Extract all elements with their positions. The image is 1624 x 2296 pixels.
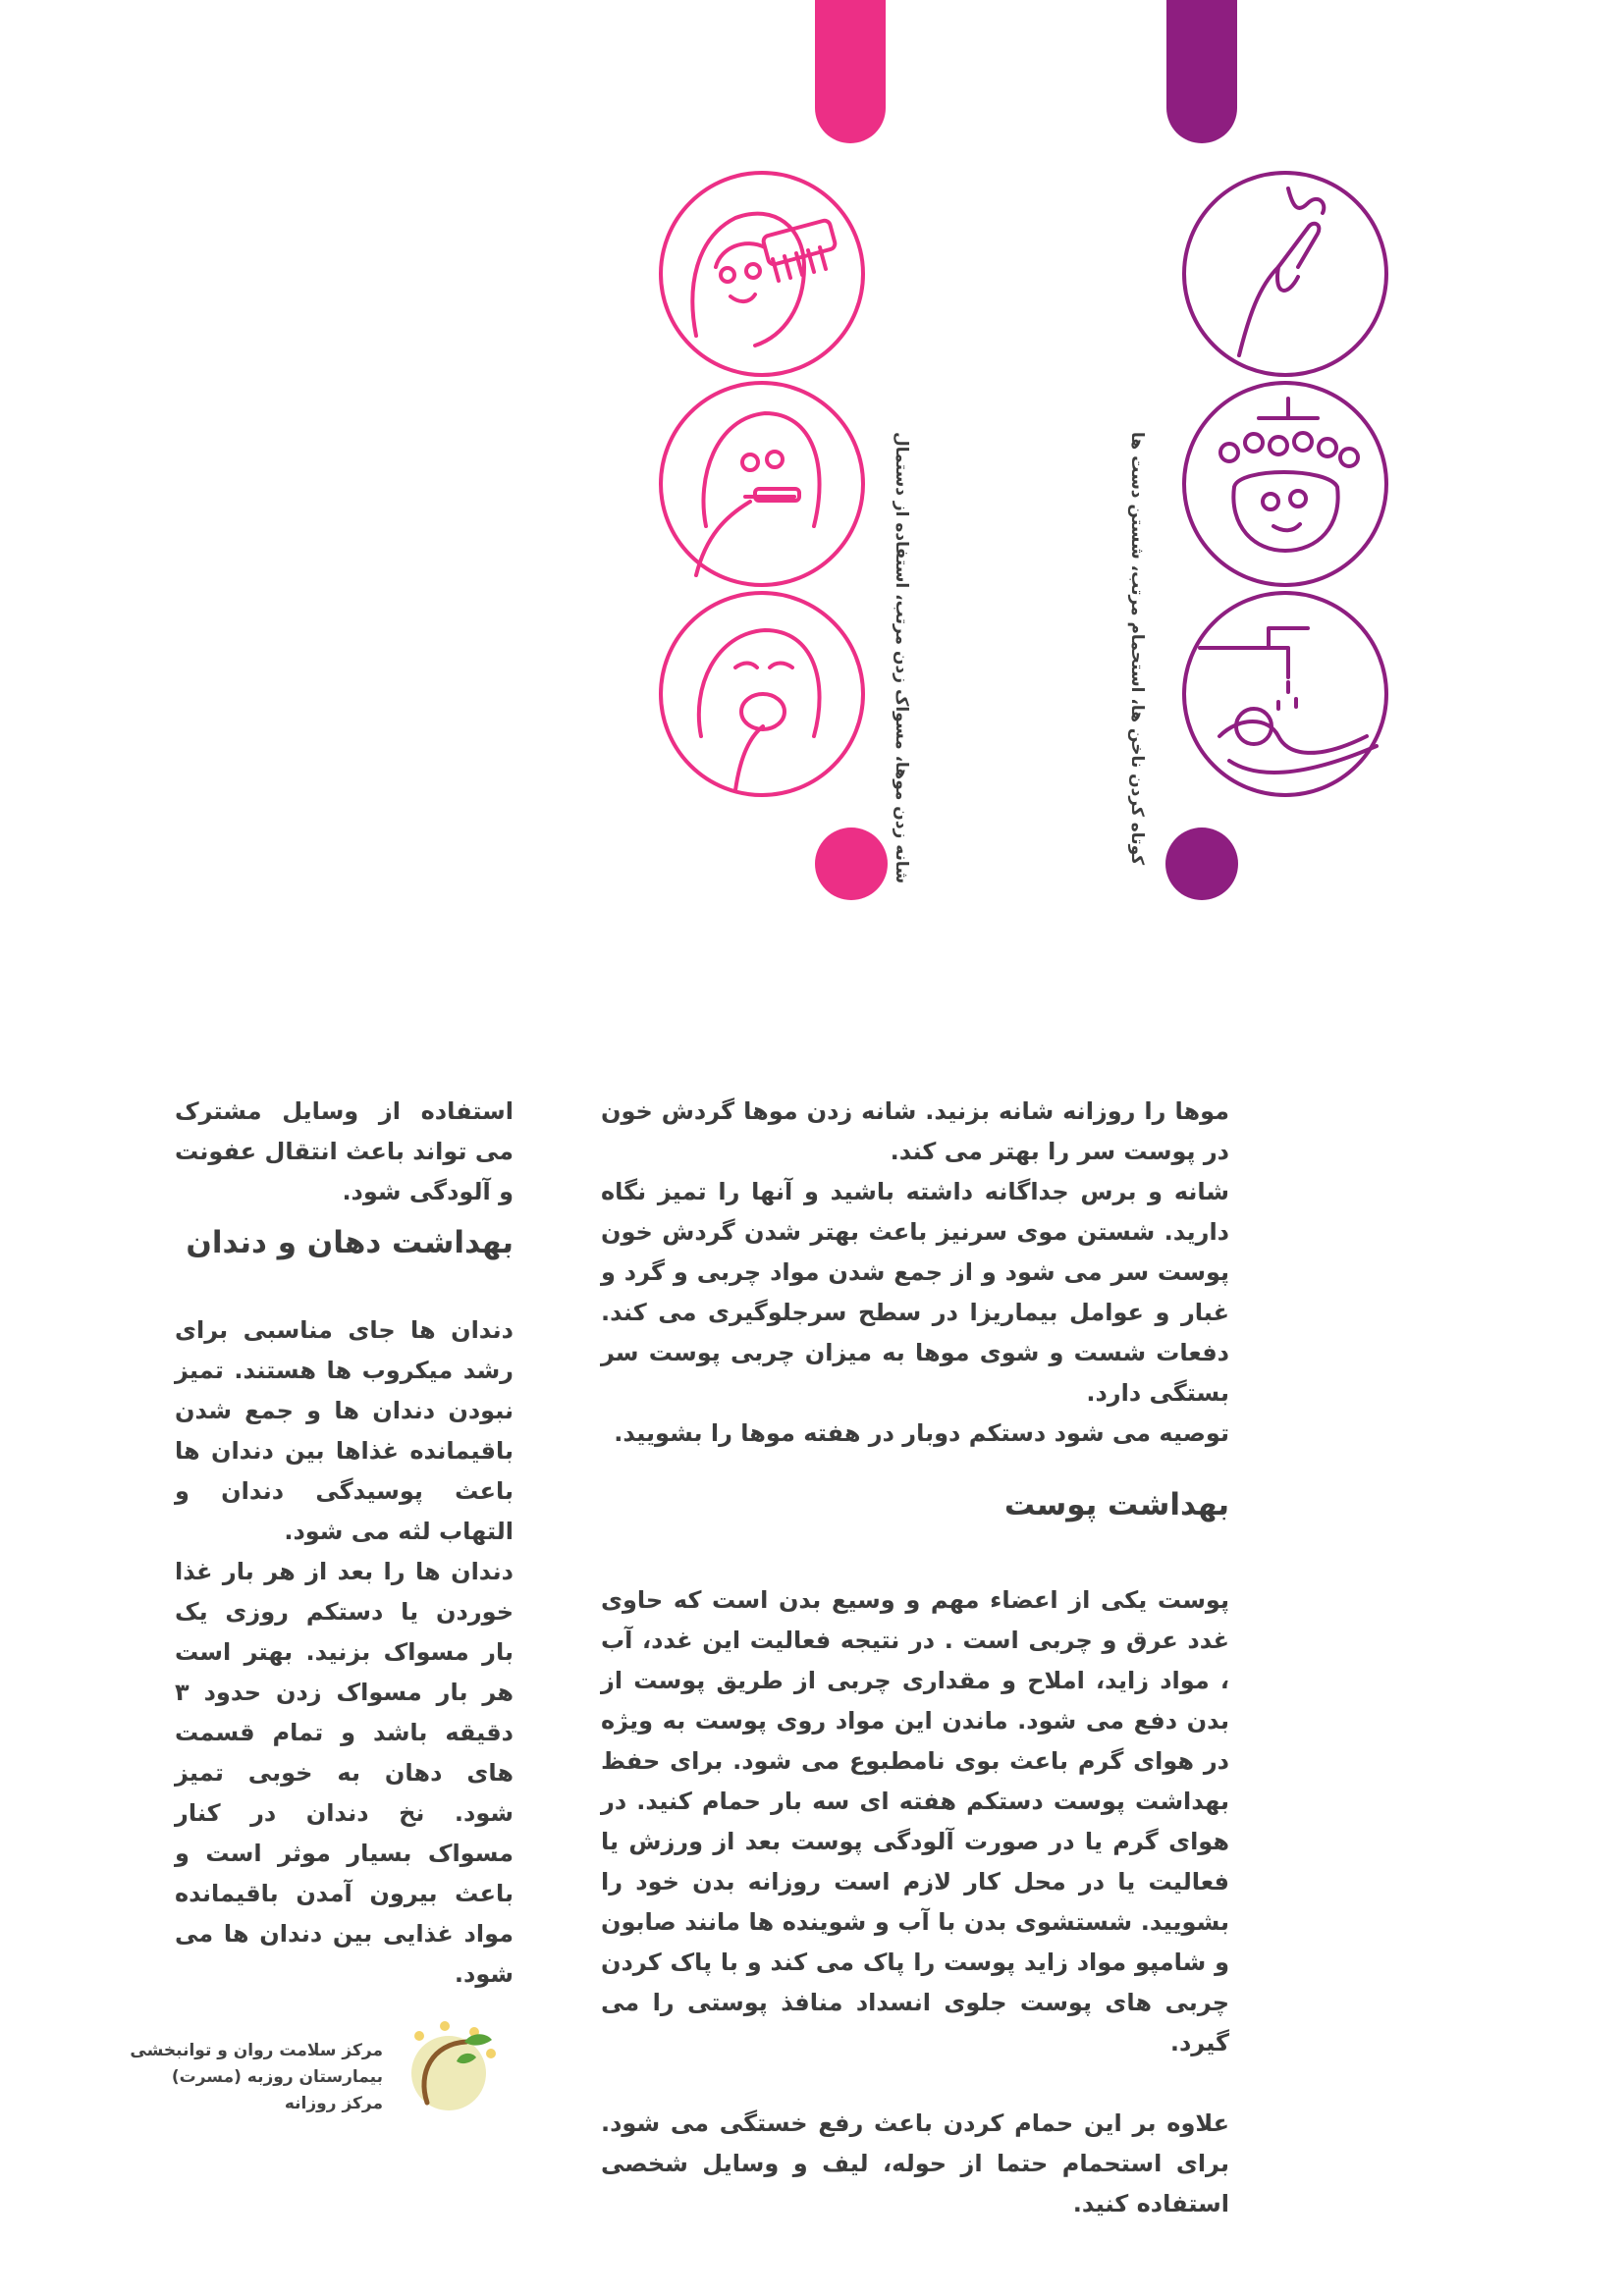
- skin-paragraph: پوست یکی از اعضاء مهم و وسیع بدن است که حاوی غدد عرق و چربی است . در نتیجه فعالیت این غدد، آب ، مواد زاید، املاح و مقداری چربی از طریق پوست از بدن دفع می شود. ماندن این مواد روی پوست به ویژه در هوای گرم باعث بوی نامطبوع می شود. برای حفظ بهداشت پوست دستکم هفته ای سه بار حمام کنید. در هوای گرم یا در صورت آلودگی پوست بعد از ورزش یا فعالیت یا در محل کار لازم است روزانه بدن خود را بشویید. شستشوی بدن با آب و شوینده ها مانند صابون و شامپو مواد زاید پوست را پاک می کند و با پاک کردن چربی های پوست جلوی انسداد منافذ پوستی را می گیرد.: [601, 1586, 1229, 2056]
- purple-top-pill: [1166, 0, 1237, 143]
- hair-paragraph-3: توصیه می شود دستکم دوبار در هفته موها را بشویید.: [614, 1419, 1229, 1447]
- oral-column: [175, 1310, 514, 1995]
- hair-paragraph-1: موها را روزانه شانه بزنید. شانه زدن موها گردش خون در پوست سر را بهتر می کند.: [601, 1097, 1229, 1165]
- logo-line-3: مرکز روزانه: [284, 2094, 383, 2113]
- nail-trimming-icon: [1180, 169, 1390, 379]
- middle-column: [601, 1092, 1229, 1454]
- blowing-nose-icon: [657, 589, 867, 799]
- brushing-teeth-icon: [657, 379, 867, 589]
- left-intro: [175, 1092, 514, 1212]
- oral-paragraph-2: دندان ها را بعد از هر بار غذا خوردن یا دستکم روزی یک بار مسواک بزنید. بهتر است هر بار مسواک زدن حدود ۳ دقیقه باشد و تمام قسمت های دهان به خوبی تمیز شود. نخ دندان در کنار مسواک بسیار موثر است و باعث بیرون آمدن باقیمانده مواد غذایی بین دندان ها می شود.: [175, 1558, 514, 1988]
- hand-washing-icon: [1180, 589, 1390, 799]
- showering-icon: [1180, 379, 1390, 589]
- pink-bottom-dot: [815, 828, 888, 900]
- oral-paragraph-1: دندان ها جای مناسبی برای رشد میکروب ها هستند. تمیز نبودن دندان ها و جمع شدن باقیمانده غذاها بین دندان ها باعث پوسیدگی دندان و التهاب لثه می شود.: [175, 1316, 514, 1545]
- pink-top-pill: [815, 0, 886, 143]
- bath-paragraph: علاوه بر این حمام کردن باعث رفع خستگی می شود. برای استحمام حتما از حوله، لیف و وسایل شخصی استفاده کنید.: [601, 2109, 1229, 2217]
- oral-heading: بهداشت دهان و دندان: [186, 1225, 514, 1260]
- hair-paragraph-2: شانه و برس جداگانه داشته باشید و آنها را تمیز نگاه دارید. شستن موی سرنیز باعث بهتر شدن گردش خون پوست سر می شود و از جمع شدن مواد چربی و گرد و غبار و عوامل بیماریزا در سطح سرجلوگیری می کند. دفعات شست و شوی موها به میزان چربی پوست سر بستگی دارد.: [601, 1178, 1229, 1407]
- pink-caption: شانه زدن موها، مسواک زدن مرتب، استفاده از دستمال: [892, 432, 911, 884]
- logo-text: [128, 2038, 383, 2117]
- purple-caption: کوتاه کردن ناخن ها، استحمام مرتب، شستن دست ها: [1127, 432, 1147, 866]
- combing-hair-icon: [657, 169, 867, 379]
- tree-logo-icon: [398, 2014, 506, 2122]
- skin-heading: بهداشت پوست: [1003, 1487, 1229, 1522]
- skin-column: [601, 1580, 1229, 2224]
- logo-line-1: مرکز سلامت روان و توانبخشی: [130, 2041, 383, 2060]
- left-intro-text: استفاده از وسایل مشترک می تواند باعث انتقال عفونت و آلودگی شود.: [175, 1097, 514, 1205]
- logo-line-2: بیمارستان روزبه (مسرت): [171, 2067, 383, 2087]
- purple-bottom-dot: [1165, 828, 1238, 900]
